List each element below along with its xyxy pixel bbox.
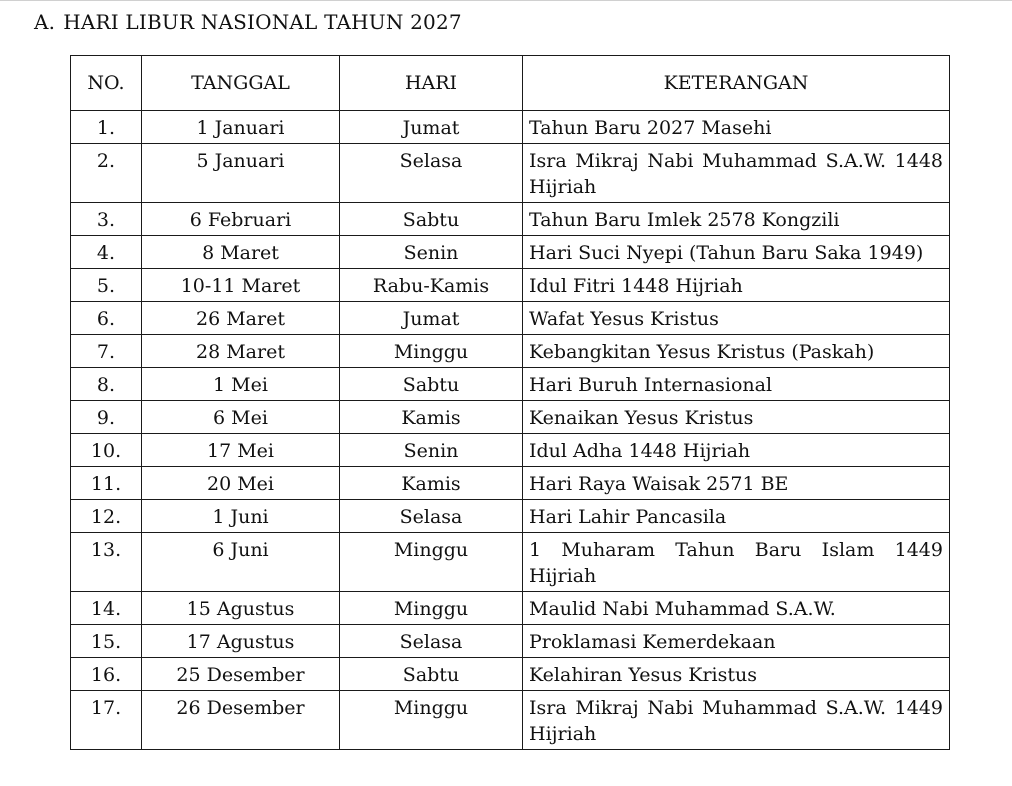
note-cell: Proklamasi Kemerdekaan <box>523 625 950 658</box>
table-row <box>71 434 950 467</box>
date-cell: 15 Agustus <box>142 592 340 625</box>
date-cell: 28 Maret <box>142 335 340 368</box>
date-cell: 17 Agustus <box>142 625 340 658</box>
day-cell: Minggu <box>340 335 523 368</box>
note-cell: Idul Fitri 1448 Hijriah <box>523 269 950 302</box>
table-row <box>71 467 950 500</box>
table-body <box>71 111 950 750</box>
date-cell: 6 Februari <box>142 203 340 236</box>
row-number-cell: 15. <box>71 625 142 658</box>
day-cell: Senin <box>340 434 523 467</box>
day-cell: Jumat <box>340 111 523 144</box>
row-number-cell: 17. <box>71 691 142 750</box>
top-divider <box>0 0 1012 1</box>
row-number-cell: 5. <box>71 269 142 302</box>
header-note: KETERANGAN <box>523 56 950 111</box>
note-cell: Maulid Nabi Muhammad S.A.W. <box>523 592 950 625</box>
header-day: HARI <box>340 56 523 111</box>
note-cell: Isra Mikraj Nabi Muhammad S.A.W. 1448 Hijriah <box>523 144 950 203</box>
date-cell: 10-11 Maret <box>142 269 340 302</box>
table-row <box>71 236 950 269</box>
day-cell: Sabtu <box>340 658 523 691</box>
table-row <box>71 335 950 368</box>
date-cell: 5 Januari <box>142 144 340 203</box>
table-row <box>71 691 950 750</box>
table-header-row <box>71 56 950 111</box>
table-row <box>71 111 950 144</box>
date-cell: 6 Mei <box>142 401 340 434</box>
date-cell: 6 Juni <box>142 533 340 592</box>
day-cell: Senin <box>340 236 523 269</box>
note-cell: 1 Muharam Tahun Baru Islam 1449 Hijriah <box>523 533 950 592</box>
day-cell: Kamis <box>340 401 523 434</box>
row-number-cell: 16. <box>71 658 142 691</box>
note-cell: Hari Raya Waisak 2571 BE <box>523 467 950 500</box>
day-cell: Selasa <box>340 500 523 533</box>
row-number-cell: 14. <box>71 592 142 625</box>
day-cell: Selasa <box>340 144 523 203</box>
day-cell: Kamis <box>340 467 523 500</box>
row-number-cell: 4. <box>71 236 142 269</box>
date-cell: 1 Januari <box>142 111 340 144</box>
day-cell: Minggu <box>340 691 523 750</box>
date-cell: 1 Juni <box>142 500 340 533</box>
note-cell: Idul Adha 1448 Hijriah <box>523 434 950 467</box>
row-number-cell: 13. <box>71 533 142 592</box>
date-cell: 8 Maret <box>142 236 340 269</box>
row-number-cell: 6. <box>71 302 142 335</box>
date-cell: 26 Maret <box>142 302 340 335</box>
section-heading <box>34 10 462 34</box>
row-number-cell: 10. <box>71 434 142 467</box>
date-cell: 17 Mei <box>142 434 340 467</box>
table-row <box>71 500 950 533</box>
note-cell: Hari Suci Nyepi (Tahun Baru Saka 1949) <box>523 236 950 269</box>
section-title: HARI LIBUR NASIONAL TAHUN 2027 <box>63 10 462 34</box>
row-number-cell: 9. <box>71 401 142 434</box>
day-cell: Selasa <box>340 625 523 658</box>
day-cell: Rabu-Kamis <box>340 269 523 302</box>
note-cell: Kelahiran Yesus Kristus <box>523 658 950 691</box>
day-cell: Sabtu <box>340 368 523 401</box>
header-date: TANGGAL <box>142 56 340 111</box>
table-row <box>71 533 950 592</box>
table-row <box>71 368 950 401</box>
table-row <box>71 269 950 302</box>
note-cell: Wafat Yesus Kristus <box>523 302 950 335</box>
note-cell: Kebangkitan Yesus Kristus (Paskah) <box>523 335 950 368</box>
note-cell: Tahun Baru 2027 Masehi <box>523 111 950 144</box>
table-row <box>71 302 950 335</box>
table-row <box>71 658 950 691</box>
note-cell: Hari Buruh Internasional <box>523 368 950 401</box>
day-cell: Jumat <box>340 302 523 335</box>
day-cell: Minggu <box>340 533 523 592</box>
table-row <box>71 401 950 434</box>
date-cell: 1 Mei <box>142 368 340 401</box>
table-row <box>71 144 950 203</box>
day-cell: Sabtu <box>340 203 523 236</box>
header-no: NO. <box>71 56 142 111</box>
row-number-cell: 8. <box>71 368 142 401</box>
row-number-cell: 3. <box>71 203 142 236</box>
row-number-cell: 11. <box>71 467 142 500</box>
table-row <box>71 592 950 625</box>
row-number-cell: 1. <box>71 111 142 144</box>
table-row <box>71 203 950 236</box>
holiday-table <box>70 55 950 750</box>
note-cell: Hari Lahir Pancasila <box>523 500 950 533</box>
row-number-cell: 12. <box>71 500 142 533</box>
date-cell: 20 Mei <box>142 467 340 500</box>
row-number-cell: 2. <box>71 144 142 203</box>
note-cell: Isra Mikraj Nabi Muhammad S.A.W. 1449 Hijriah <box>523 691 950 750</box>
section-marker: A. <box>34 10 56 34</box>
date-cell: 26 Desember <box>142 691 340 750</box>
date-cell: 25 Desember <box>142 658 340 691</box>
row-number-cell: 7. <box>71 335 142 368</box>
table-row <box>71 625 950 658</box>
note-cell: Kenaikan Yesus Kristus <box>523 401 950 434</box>
day-cell: Minggu <box>340 592 523 625</box>
note-cell: Tahun Baru Imlek 2578 Kongzili <box>523 203 950 236</box>
